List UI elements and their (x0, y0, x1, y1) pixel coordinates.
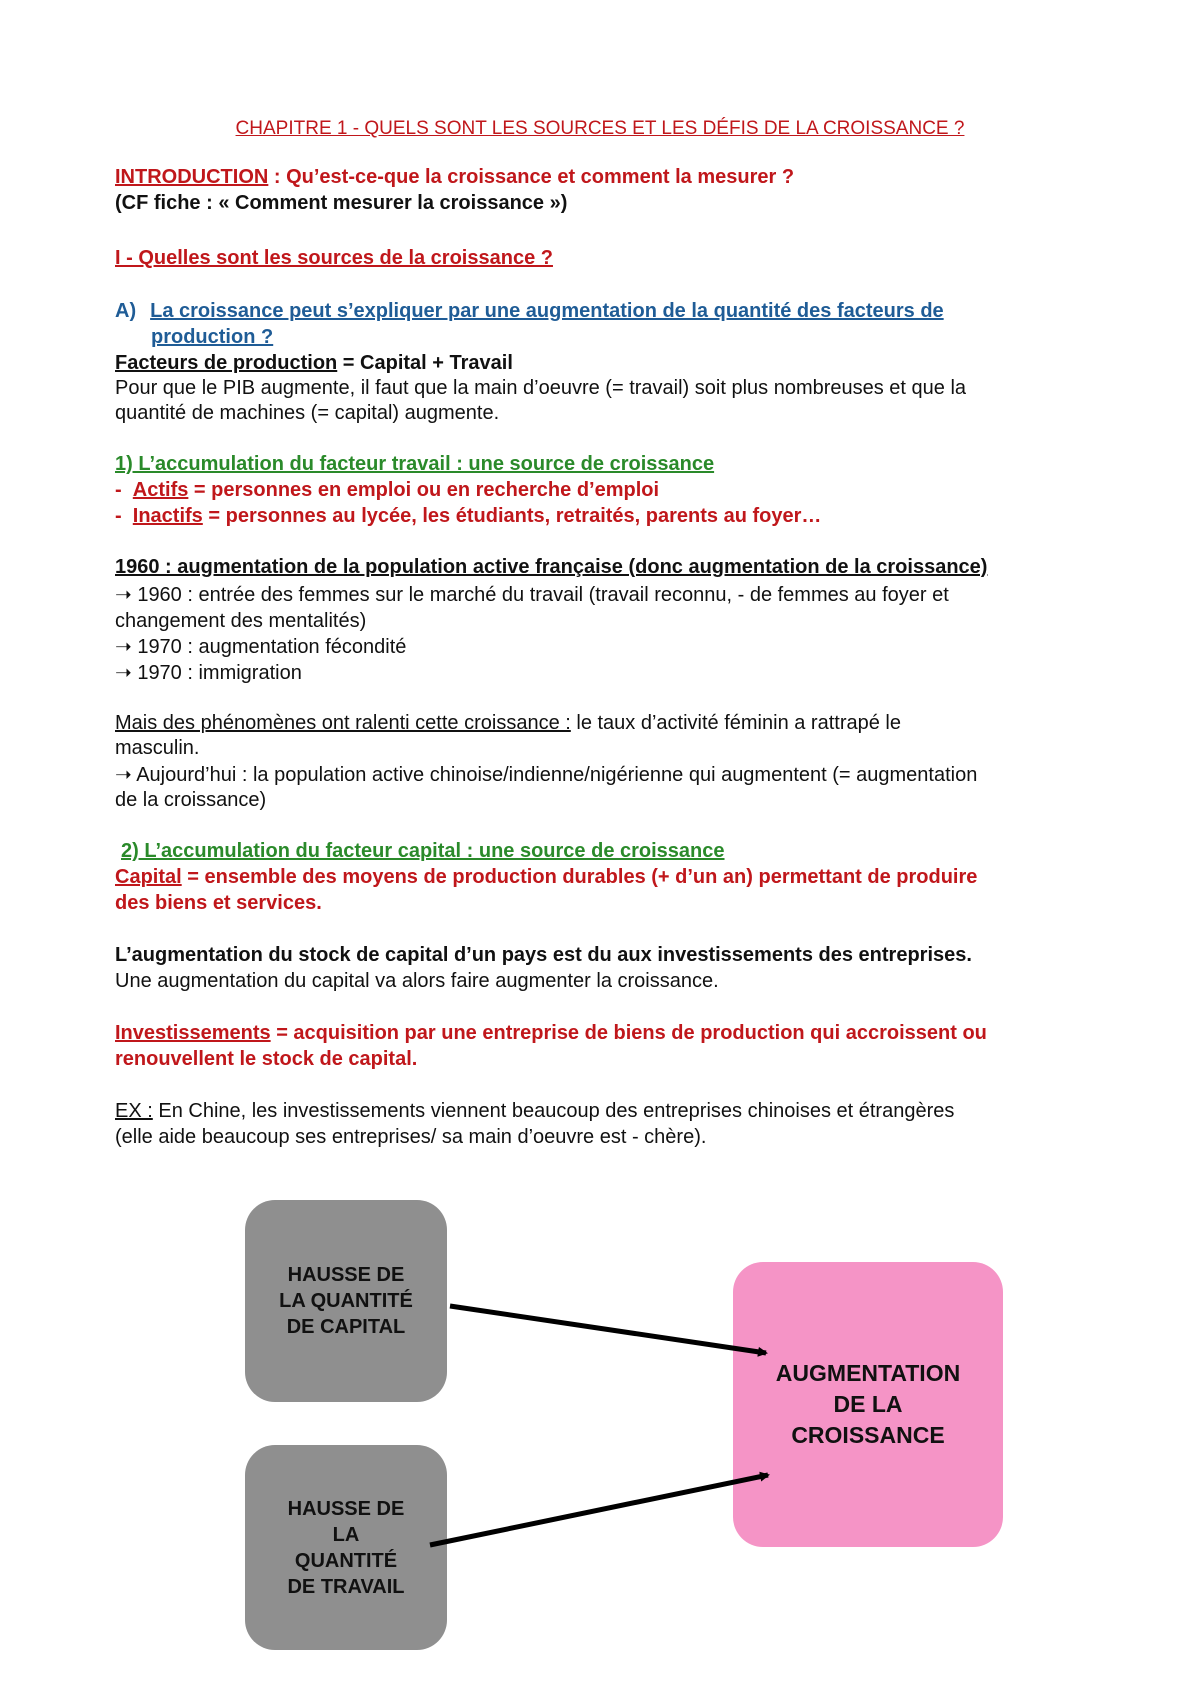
slowdown-label: Mais des phénomènes ont ralenti cette croissance : (115, 712, 571, 734)
slowdown-rest-2: masculin. (115, 737, 200, 759)
factors-paragraph-1: Pour que le PIB augmente, il faut que la main d’oeuvre (= travail) soit plus nombreuses et que la (115, 377, 967, 399)
example-text: En Chine, les investissements viennent beaucoup des entreprises chinoises et étrangères (152, 1100, 955, 1122)
factors-label: Facteurs de production (115, 352, 338, 374)
invest-def-line-2: renouvellent le stock de capital. (115, 1048, 418, 1070)
part-2-heading: 2) L’accumulation du facteur capital : une source de croissance (121, 840, 725, 862)
inactifs-def: = personnes au lycée, les étudiants, retraités, parents au foyer… (202, 505, 822, 527)
today-line-1: ➝ Aujourd’hui : la population active chinoise/indienne/nigérienne qui augmentent (= augmentation (115, 764, 978, 786)
section-1-heading: I - Quelles sont les sources de la croissance ? (115, 247, 553, 269)
today-line-2: de la croissance) (115, 789, 267, 811)
box-travail-line-4: DE TRAVAIL (287, 1575, 405, 1598)
arrow-item-1960-cont: changement des mentalités) (115, 610, 367, 632)
box-capital-line-3: DE CAPITAL (286, 1316, 406, 1338)
stat-1960-line: 1960 : augmentation de la population active française (donc augmentation de la croissance) (115, 556, 988, 578)
capital-def-line (115, 864, 977, 890)
actifs-def: = personnes en emploi ou en recherche d’emploi (188, 479, 660, 501)
sub-a-line-2: production ? (151, 326, 274, 348)
intro-line (115, 164, 794, 190)
stock-bold-line: L’augmentation du stock de capital d’un pays est du aux investissements des entreprises. (115, 944, 972, 966)
capital-def: = ensemble des moyens de production durables (+ d’un an) permettant de produire (181, 866, 978, 888)
arrow-item-1970-fecondite: ➝ 1970 : augmentation fécondité (115, 636, 407, 658)
inactifs-line (115, 503, 821, 529)
sub-a-marker: A) (115, 300, 137, 322)
box-capital-text (279, 1262, 413, 1340)
box-capital (245, 1200, 447, 1402)
part-1-heading: 1) L’accumulation du facteur travail : une source de croissance (115, 453, 715, 475)
box-travail (245, 1445, 447, 1650)
box-travail-text (287, 1496, 404, 1600)
actifs-bullet: - (115, 479, 133, 501)
arrow-travail-to-result (430, 1475, 768, 1545)
box-travail-line-2: LA (332, 1523, 360, 1546)
intro-question: : Qu’est-ce-que la croissance et comment la mesurer ? (268, 166, 795, 188)
arrow-capital-to-result (450, 1306, 766, 1353)
factors-paragraph-2: quantité de machines (= capital) augmente. (115, 402, 500, 424)
example-line (115, 1098, 954, 1124)
slowdown-rest: le taux d’activité féminin a rattrapé le (570, 712, 901, 734)
invest-def-line (115, 1020, 987, 1046)
invest-def: = acquisition par une entreprise de biens de production qui accroissent ou (270, 1022, 987, 1044)
sub-a-heading (115, 298, 944, 324)
intro-label: INTRODUCTION (115, 166, 269, 188)
capital-def-line-2: des biens et services. (115, 892, 322, 914)
actifs-line (115, 477, 659, 503)
inactifs-bullet: - (115, 505, 133, 527)
arrow-item-1970-immigration: ➝ 1970 : immigration (115, 662, 302, 684)
factors-line (115, 350, 513, 376)
example-line-2: (elle aide beaucoup ses entreprises/ sa main d’oeuvre est - chère). (115, 1126, 707, 1148)
invest-label: Investissements (115, 1022, 271, 1044)
box-capital-line-2: LA QUANTITÉ (279, 1290, 413, 1312)
chapter-title: CHAPITRE 1 - QUELS SONT LES SOURCES ET LES DÉFIS DE LA CROISSANCE ? (235, 118, 965, 139)
box-result-line-3: CROISSANCE (791, 1422, 945, 1448)
box-travail-line-1: HAUSSE DE (287, 1497, 405, 1520)
box-result-line-1: AUGMENTATION (775, 1360, 961, 1386)
box-result-line-2: DE LA (833, 1391, 903, 1417)
box-result (733, 1262, 1003, 1547)
arrow-item-1960: ➝ 1960 : entrée des femmes sur le marché du travail (travail reconnu, - de femmes au foyer et (115, 584, 949, 606)
box-result-text (776, 1358, 960, 1451)
capital-label: Capital (115, 866, 182, 888)
slowdown-line (115, 710, 901, 736)
factors-rest: = Capital + Travail (337, 352, 513, 374)
actifs-label: Actifs (132, 479, 189, 501)
box-travail-line-3: QUANTITÉ (294, 1549, 398, 1572)
intro-note: (CF fiche : « Comment mesurer la croissance ») (115, 192, 568, 214)
inactifs-label: Inactifs (132, 505, 203, 527)
box-capital-line-1: HAUSSE DE (287, 1264, 405, 1286)
example-label: EX : (115, 1100, 153, 1122)
sub-a-line-1: La croissance peut s’expliquer par une augmentation de la quantité des facteurs de (150, 300, 944, 322)
stock-normal-line: Une augmentation du capital va alors faire augmenter la croissance. (115, 970, 719, 992)
